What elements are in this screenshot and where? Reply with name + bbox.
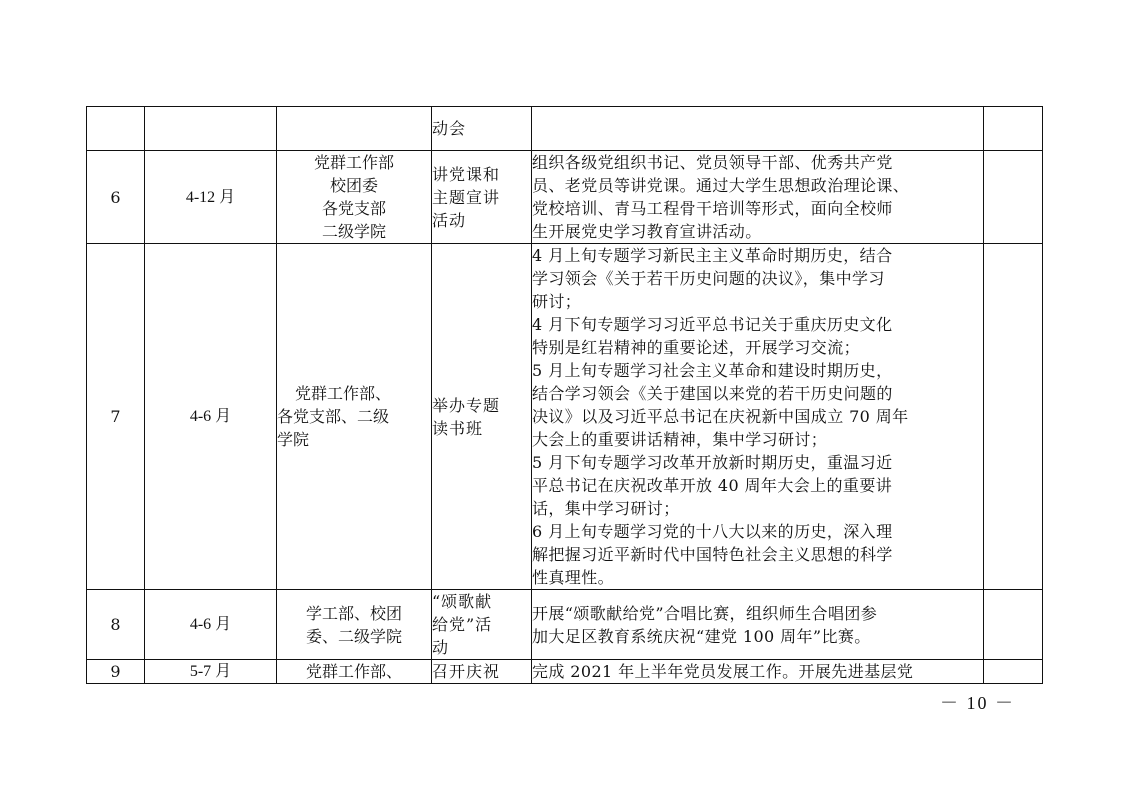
time-cell: 4-6 月 xyxy=(145,244,277,590)
department-line: 二级学院 xyxy=(321,222,386,241)
row-number: 9 xyxy=(87,660,145,684)
content-line: 5 月上旬专题学习社会主义革命和建设时期历史， xyxy=(532,361,893,380)
content-cell xyxy=(532,244,984,590)
content-line: 学习领会《关于若干历史问题的决议》，集中学习 xyxy=(532,269,885,288)
department-line: 党群工作部、 xyxy=(295,384,392,403)
content-line: 员、老党员等讲党课。通过大学生思想政治理论课、 xyxy=(532,176,910,195)
row-number: 7 xyxy=(87,244,145,590)
content-line: 4 月上旬专题学习新民主主义革命时期历史，结合 xyxy=(532,246,893,265)
table-row xyxy=(87,244,1043,590)
time-cell: 5-7 月 xyxy=(145,660,277,684)
activity-name-line: “颂歌献 xyxy=(432,592,493,611)
department-line: 学院 xyxy=(277,430,310,449)
content-line: 加大足区教育系统庆祝“建党 100 周年”比赛。 xyxy=(532,626,871,646)
table-row xyxy=(87,590,1043,660)
activity-name-cell xyxy=(432,107,532,151)
table-row xyxy=(87,660,1043,684)
activity-name-line: 召开庆祝 xyxy=(432,662,501,681)
activity-name-line: 举办专题 xyxy=(432,395,501,415)
department-line: 党群工作部、 xyxy=(305,662,402,681)
content-line: 解把握习近平新时代中国特色社会主义思想的科学 xyxy=(532,545,893,564)
content-line: 党校培训、青马工程骨干培训等形式，面向全校师 xyxy=(532,199,893,218)
activity-name-line: 读书班 xyxy=(432,418,484,438)
remarks-cell xyxy=(984,244,1043,590)
department-cell xyxy=(277,590,432,660)
department-line: 各党支部 xyxy=(321,199,386,218)
department-line: 各党支部、二级 xyxy=(277,407,390,426)
activity-name-cell xyxy=(432,590,532,660)
department-cell xyxy=(277,660,432,684)
remarks-cell xyxy=(984,151,1043,244)
table-row xyxy=(87,107,1043,151)
activity-name-line: 活动 xyxy=(432,210,467,230)
content-line: 组织各级党组织书记、党员领导干部、优秀共产党 xyxy=(532,153,893,172)
content-line: 平总书记在庆祝改革开放 40 周年大会上的重要讲 xyxy=(532,476,893,495)
department-cell xyxy=(277,151,432,244)
content-line: 决议》以及习近平总书记在庆祝新中国成立 70 周年 xyxy=(532,407,909,426)
department-cell xyxy=(277,244,432,590)
department-line: 校团委 xyxy=(329,176,378,195)
activity-name-line: 讲党课和 xyxy=(432,164,501,184)
time-cell: 4-12 月 xyxy=(145,151,277,244)
time-cell xyxy=(145,107,277,151)
content-line: 5 月下旬专题学习改革开放新时期历史，重温习近 xyxy=(532,453,893,472)
remarks-cell xyxy=(984,660,1043,684)
content-cell xyxy=(532,590,984,660)
department-line: 学工部、校团 xyxy=(305,603,402,623)
content-line: 性真理性。 xyxy=(532,568,615,587)
activity-name-line: 动 xyxy=(432,638,450,657)
content-line: 研讨； xyxy=(532,292,582,311)
row-number: 8 xyxy=(87,590,145,660)
page-number: － 10 － xyxy=(940,693,1015,713)
content-line: 生开展党史学习教育宣讲活动。 xyxy=(532,222,762,241)
department-line: 委、二级学院 xyxy=(305,626,402,646)
content-cell xyxy=(532,660,984,684)
content-line: 大会上的重要讲话精神，集中学习研讨； xyxy=(532,430,828,449)
remarks-cell xyxy=(984,107,1043,151)
row-number: 6 xyxy=(87,151,145,244)
time-cell: 4-6 月 xyxy=(145,590,277,660)
department-line: 党群工作部 xyxy=(313,153,394,172)
content-line: 开展“颂歌献给党”合唱比赛，组织师生合唱团参 xyxy=(532,603,878,623)
content-line: 6 月上旬专题学习党的十八大以来的历史，深入理 xyxy=(532,522,893,541)
activity-name-cell xyxy=(432,660,532,684)
content-line: 结合学习领会《关于建国以来党的若干历史问题的 xyxy=(532,384,893,403)
activity-plan-table xyxy=(86,106,1043,684)
remarks-cell xyxy=(984,590,1043,660)
department-cell xyxy=(277,107,432,151)
activity-name-line: 主题宣讲 xyxy=(432,187,501,207)
table-row xyxy=(87,151,1043,244)
content-line: 完成 2021 年上半年党员发展工作。开展先进基层党 xyxy=(532,662,914,681)
activity-name-cell xyxy=(432,151,532,244)
content-line: 话，集中学习研讨； xyxy=(532,499,680,518)
content-cell xyxy=(532,107,984,151)
activity-name-cell xyxy=(432,244,532,590)
row-number xyxy=(87,107,145,151)
content-line: 4 月下旬专题学习习近平总书记关于重庆历史文化 xyxy=(532,315,893,334)
content-cell xyxy=(532,151,984,244)
content-line: 特别是红岩精神的重要论述，开展学习交流； xyxy=(532,338,861,357)
activity-name-line: 给党”活 xyxy=(432,615,493,634)
activity-name-line: 动会 xyxy=(432,119,467,138)
